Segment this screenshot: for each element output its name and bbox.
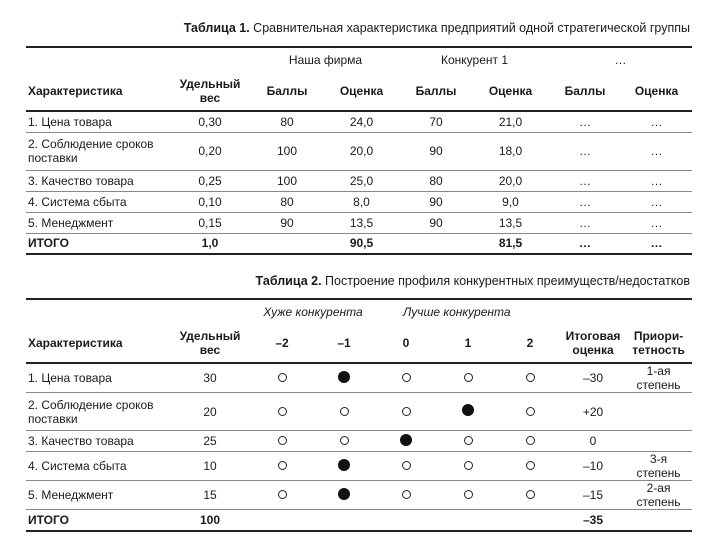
table-cell: 0,15 — [169, 212, 251, 233]
priority-cell: 1-ая степень — [625, 363, 692, 393]
table2-column-header: –2 — [275, 335, 289, 350]
table1 — [26, 46, 692, 255]
open-circle-icon — [278, 407, 287, 416]
row-label: 1. Цена товара — [26, 111, 169, 132]
table1-column-header: Оценка — [339, 83, 384, 98]
row-label: ИТОГО — [28, 236, 69, 251]
table-cell: 80 — [251, 191, 323, 212]
priority-cell — [625, 510, 692, 531]
profile-cell — [499, 393, 561, 431]
score-cell: +20 — [561, 393, 625, 431]
table2-column-header: 0 — [402, 335, 410, 350]
table-row — [26, 481, 692, 510]
open-circle-icon — [464, 373, 473, 382]
open-circle-icon — [278, 436, 287, 445]
filled-circle-icon — [462, 404, 474, 416]
profile-cell — [375, 393, 437, 431]
priority-cell: 3-я степень — [625, 452, 692, 481]
table-cell: 90 — [400, 132, 472, 170]
table-row — [26, 170, 692, 191]
table-cell: … — [650, 236, 663, 251]
profile-cell — [499, 452, 561, 481]
table2-column-header: 1 — [464, 335, 472, 350]
table-cell: 13,5 — [472, 212, 549, 233]
profile-cell — [313, 510, 375, 531]
table-cell: 18,0 — [472, 132, 549, 170]
group-header-our-firm: Наша фирма — [288, 52, 363, 67]
open-circle-icon — [402, 461, 411, 470]
score-cell: –10 — [561, 452, 625, 481]
open-circle-icon — [402, 407, 411, 416]
table-cell: 1,0 — [201, 236, 219, 251]
profile-cell — [499, 431, 561, 452]
table1-total-row — [26, 233, 692, 254]
profile-cell — [375, 452, 437, 481]
weight-cell: 30 — [169, 363, 251, 393]
table-cell: 0,30 — [169, 111, 251, 132]
row-label: 3. Качество товара — [26, 170, 169, 191]
profile-cell — [375, 510, 437, 531]
table1-column-header: Характеристика — [28, 83, 123, 98]
row-label: ИТОГО — [28, 512, 69, 527]
table-cell — [400, 233, 472, 254]
table-cell: 20,0 — [472, 170, 549, 191]
open-circle-icon — [278, 461, 287, 470]
open-circle-icon — [526, 490, 535, 499]
table-cell: 20,0 — [323, 132, 400, 170]
priority-cell — [625, 431, 692, 452]
profile-cell — [375, 431, 437, 452]
profile-cell — [313, 481, 375, 510]
table1-column-header: Баллы — [266, 83, 308, 98]
open-circle-icon — [278, 373, 287, 382]
table2-column-header: Итоговая оценка — [565, 328, 621, 357]
profile-cell — [313, 393, 375, 431]
score-cell: –30 — [561, 363, 625, 393]
table-row — [26, 431, 692, 452]
table1-column-header: Оценка — [488, 83, 533, 98]
profile-cell — [251, 363, 313, 393]
table1-caption — [184, 21, 690, 35]
table-cell: 24,0 — [323, 111, 400, 132]
profile-cell — [251, 452, 313, 481]
weight-cell: 15 — [169, 481, 251, 510]
score-cell: –15 — [561, 481, 625, 510]
row-label: 3. Качество товара — [26, 431, 169, 452]
table2-column-header: –1 — [337, 335, 351, 350]
profile-cell — [437, 481, 499, 510]
table-cell: … — [549, 212, 621, 233]
weight-cell: 100 — [199, 512, 221, 527]
table-cell: 80 — [251, 111, 323, 132]
open-circle-icon — [526, 373, 535, 382]
table2-header-row — [26, 323, 692, 363]
profile-cell — [437, 431, 499, 452]
table1-caption-text: Сравнительная характеристика предприятий одной стратегической группы — [253, 21, 690, 35]
priority-cell — [625, 393, 692, 431]
table-cell: 13,5 — [323, 212, 400, 233]
filled-circle-icon — [400, 434, 412, 446]
open-circle-icon — [464, 436, 473, 445]
table-cell: … — [621, 170, 692, 191]
row-label: 4. Система сбыта — [26, 191, 169, 212]
score-cell: –35 — [583, 512, 604, 527]
table-cell: 25,0 — [323, 170, 400, 191]
table-row — [26, 111, 692, 132]
table2-column-header: Приори-тетность — [632, 328, 685, 357]
group-header-competitor: Конкурент 1 — [440, 52, 509, 67]
table2-column-header: Характеристика — [28, 335, 123, 350]
table1-column-header: Оценка — [634, 83, 679, 98]
table-row — [26, 393, 692, 431]
table-cell: 90 — [400, 191, 472, 212]
table-cell: 100 — [251, 132, 323, 170]
profile-cell — [313, 431, 375, 452]
table-cell: 9,0 — [472, 191, 549, 212]
table-cell: 90,5 — [349, 236, 374, 251]
profile-cell — [251, 481, 313, 510]
table-cell: … — [579, 236, 591, 251]
table1-header-row — [26, 71, 692, 111]
filled-circle-icon — [338, 459, 350, 471]
table-cell — [251, 233, 323, 254]
open-circle-icon — [464, 461, 473, 470]
score-cell: 0 — [561, 431, 625, 452]
table-cell: 21,0 — [472, 111, 549, 132]
priority-cell: 2-ая степень — [625, 481, 692, 510]
table-cell: … — [621, 111, 692, 132]
profile-cell — [437, 393, 499, 431]
table-cell: 100 — [251, 170, 323, 191]
table-cell: 90 — [251, 212, 323, 233]
row-label: 1. Цена товара — [26, 363, 169, 393]
table-cell: … — [549, 111, 621, 132]
table-cell: 70 — [400, 111, 472, 132]
open-circle-icon — [526, 461, 535, 470]
row-label: 4. Система сбыта — [26, 452, 169, 481]
table2-caption-text: Построение профиля конкурентных преимуществ/недостатков — [325, 274, 690, 288]
table-row — [26, 212, 692, 233]
table-row — [26, 191, 692, 212]
table-cell: 90 — [400, 212, 472, 233]
table-cell: 0,20 — [169, 132, 251, 170]
table1-column-header: Баллы — [564, 83, 606, 98]
profile-cell — [251, 510, 313, 531]
filled-circle-icon — [338, 488, 350, 500]
table-cell: 81,5 — [498, 236, 523, 251]
profile-cell — [437, 452, 499, 481]
table-cell: … — [549, 191, 621, 212]
table-row — [26, 452, 692, 481]
table-cell: … — [621, 191, 692, 212]
table2-column-header: Удельный вес — [179, 328, 241, 357]
open-circle-icon — [402, 373, 411, 382]
filled-circle-icon — [338, 371, 350, 383]
row-label: 5. Менеджмент — [26, 212, 169, 233]
profile-cell — [437, 363, 499, 393]
table-cell: 0,25 — [169, 170, 251, 191]
open-circle-icon — [464, 490, 473, 499]
table-row — [26, 132, 692, 170]
table2-caption-number: Таблица 2. — [255, 274, 322, 288]
table2-caption — [256, 274, 690, 288]
table-cell: … — [621, 132, 692, 170]
profile-cell — [375, 363, 437, 393]
weight-cell: 10 — [169, 452, 251, 481]
group-header-better: Лучше конкурента — [403, 304, 511, 319]
table2-total-row — [26, 510, 692, 531]
table1-column-header: Удельный вес — [179, 76, 241, 105]
table2-body — [26, 363, 692, 531]
table-cell: … — [621, 212, 692, 233]
table-cell: … — [549, 170, 621, 191]
weight-cell: 25 — [169, 431, 251, 452]
table-cell: 80 — [400, 170, 472, 191]
table1-body — [26, 111, 692, 254]
open-circle-icon — [402, 490, 411, 499]
profile-cell — [313, 452, 375, 481]
table2 — [26, 298, 692, 532]
table1-caption-number: Таблица 1. — [183, 21, 250, 35]
table-row — [26, 363, 692, 393]
open-circle-icon — [340, 407, 349, 416]
profile-cell — [499, 510, 561, 531]
open-circle-icon — [278, 490, 287, 499]
profile-cell — [251, 431, 313, 452]
table-cell: 0,10 — [169, 191, 251, 212]
table2-column-header: 2 — [526, 335, 534, 350]
row-label: 2. Соблюдение сроков поставки — [26, 393, 169, 431]
profile-cell — [313, 363, 375, 393]
open-circle-icon — [340, 436, 349, 445]
row-label: 2. Соблюдение сроков поставки — [26, 132, 169, 170]
table1-column-header: Баллы — [415, 83, 457, 98]
profile-cell — [375, 481, 437, 510]
group-header-more: … — [614, 52, 627, 67]
table-cell: … — [549, 132, 621, 170]
table-cell: 8,0 — [323, 191, 400, 212]
profile-cell — [437, 510, 499, 531]
group-header-worse: Хуже конкурента — [263, 304, 363, 319]
row-label: 5. Менеджмент — [26, 481, 169, 510]
open-circle-icon — [526, 436, 535, 445]
profile-cell — [499, 363, 561, 393]
open-circle-icon — [526, 407, 535, 416]
weight-cell: 20 — [169, 393, 251, 431]
profile-cell — [499, 481, 561, 510]
profile-cell — [251, 393, 313, 431]
